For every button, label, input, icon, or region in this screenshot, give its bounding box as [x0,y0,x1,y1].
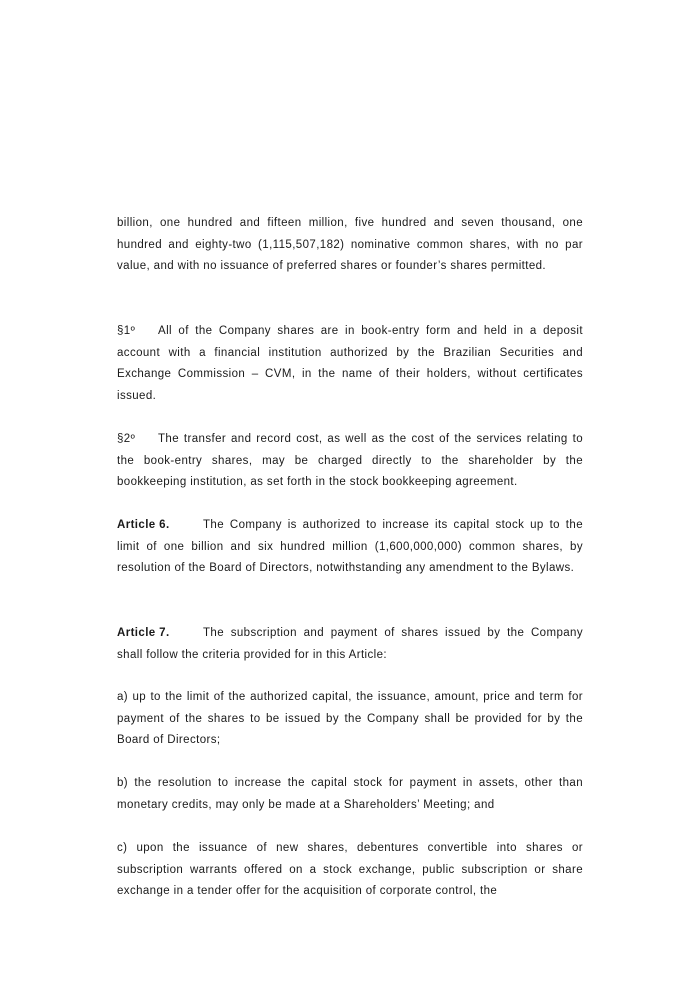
paragraph-article-6 [117,515,583,580]
paragraph-text: b) the resolution to increase the capital stock for payment in assets, other than monetary credits, may only be made at a Shareholders’ Meeting; and [117,777,583,811]
paragraph-text: The subscription and payment of shares issued by the Company shall follow the criteria provided for in this Article: [117,627,583,661]
article-heading: Article 7. [117,627,170,639]
article-heading: Article 6. [117,519,170,531]
paragraph-item-a [117,687,583,752]
paragraph-item-c [117,838,583,903]
paragraph-capital-stock-continued [117,213,583,278]
paragraph-item-b [117,773,583,816]
paragraph-text: The Company is authorized to increase its capital stock up to the limit of one billion and six hundred million (1,600,000,000) common shares, by resolution of the Board of Directors, notwithstanding any amendment to the Bylaws. [117,519,583,575]
paragraph-section-1 [117,321,583,407]
paragraph-text: The transfer and record cost, as well as the cost of the services relating to the book-entry shares, may be charged directly to the shareholder by the bookkeeping institution, as set forth in the stock bookkeeping agreement. [117,433,583,489]
section-heading: §2º [117,433,136,445]
paragraph-section-2 [117,429,583,494]
paragraph-text: c) upon the issuance of new shares, debentures convertible into shares or subscription warrants offered on a stock exchange, public subscription or share exchange in a tender offer for the acquisition of corporate control, the [117,842,583,898]
paragraph-text: a) up to the limit of the authorized capital, the issuance, amount, price and term for payment of the shares to be issued by the Company shall be provided for by the Board of Directors; [117,691,583,747]
paragraph-text: All of the Company shares are in book-entry form and held in a deposit account with a financial institution authorized by the Brazilian Securities and Exchange Commission – CVM, in the name of their holders, without certificates issued. [117,325,583,402]
paragraph-text: billion, one hundred and fifteen million, five hundred and seven thousand, one hundred and eighty-two (1,115,507,182) nominative common shares, with no par value, and with no issuance of preferred shares or founder’s shares permitted. [117,217,583,273]
section-heading: §1º [117,325,136,337]
paragraph-article-7 [117,623,583,666]
